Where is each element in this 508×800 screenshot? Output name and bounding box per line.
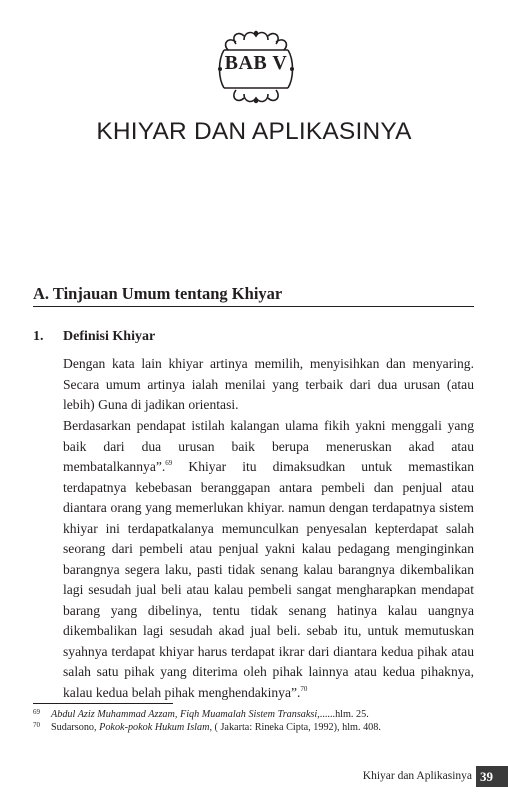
footnote-number: 70 bbox=[33, 721, 40, 729]
footnote-title: Pokok-pokok Hukum Islam bbox=[99, 722, 210, 733]
footnote-detail: ,......hlm. 25. bbox=[317, 709, 369, 720]
subsection-title: Definisi Khiyar bbox=[63, 329, 156, 344]
paragraph-definition: Dengan kata lain khiyar artinya memilih, menyisihkan dan menyaring. Secara umum artinya ialah menilai yang terbaik dari dua urusan (atau lebih) Guna di jadikan orientasi. bbox=[63, 356, 474, 412]
page-number: 39 bbox=[476, 766, 508, 787]
paragraph-text-part: Berdasarkan pendapat istilah kalangan ulama fikih yakni menggali yang baik dari dua urusan baik berupa meneruskan akad atau membatalkannya”. bbox=[63, 418, 474, 474]
footnote-reference-69: 69 bbox=[165, 459, 173, 467]
running-head: Khiyar dan Aplikasinya bbox=[362, 770, 472, 782]
footnote-title: Fiqh Muamalah Sistem Transaksi bbox=[179, 709, 318, 720]
paragraph-opinion bbox=[63, 416, 474, 703]
chapter-title: KHIYAR DAN APLIKASINYA bbox=[96, 118, 412, 145]
paragraph-text-part: Khiyar itu dimaksudkan untuk memastikan terdapatnya kebebasan beranggapan antara pembeli dan penjual atau diantara orang yang memerlukan khiyar. namun dengan terdapatnya sistem khiyar ini terdapatkalanya memunculkan penyesalan kepterdapat salah seorang dari pembeli atau penjual yakni kalau pedagang menginginkan barangnya segera laku, pasti tidak senang kalau barangnya dikembalikan lagi sesudah jual beli atau kalau pembeli sangat mengharapkan mendapat barang yang dibelinya, tentu tidak senang hatinya kalau uangnya dikembalikan lagi sesudah akad jual beli. sebab itu, untuk memutuskan syahnya terdapat khiyar harus terdapat ikrar dari diantara kedua pihak atau salah satu pihak yang diterima oleh pihak lainnya atau kedua pihaknya, kalau kedua belah pihak menghendakinya”. bbox=[63, 459, 474, 700]
footnote-reference-70: 70 bbox=[300, 684, 308, 693]
subsection-heading bbox=[33, 329, 155, 345]
footnote-author: Abdul Aziz Muhammad Azzam bbox=[51, 709, 175, 720]
footnote-separator: , bbox=[174, 709, 180, 720]
footnote-number: 69 bbox=[33, 708, 40, 716]
subsection-number: 1. bbox=[33, 329, 44, 344]
footnote-70 bbox=[33, 719, 381, 734]
section-divider bbox=[33, 306, 474, 307]
section-heading: A. Tinjauan Umum tentang Khiyar bbox=[33, 284, 283, 303]
footnote-divider bbox=[33, 703, 173, 704]
footnote-detail: , ( Jakarta: Rineka Cipta, 1992), hlm. 408. bbox=[209, 722, 381, 733]
footnote-author: Sudarsono, bbox=[51, 722, 100, 733]
chapter-number: BAB V bbox=[224, 52, 288, 74]
